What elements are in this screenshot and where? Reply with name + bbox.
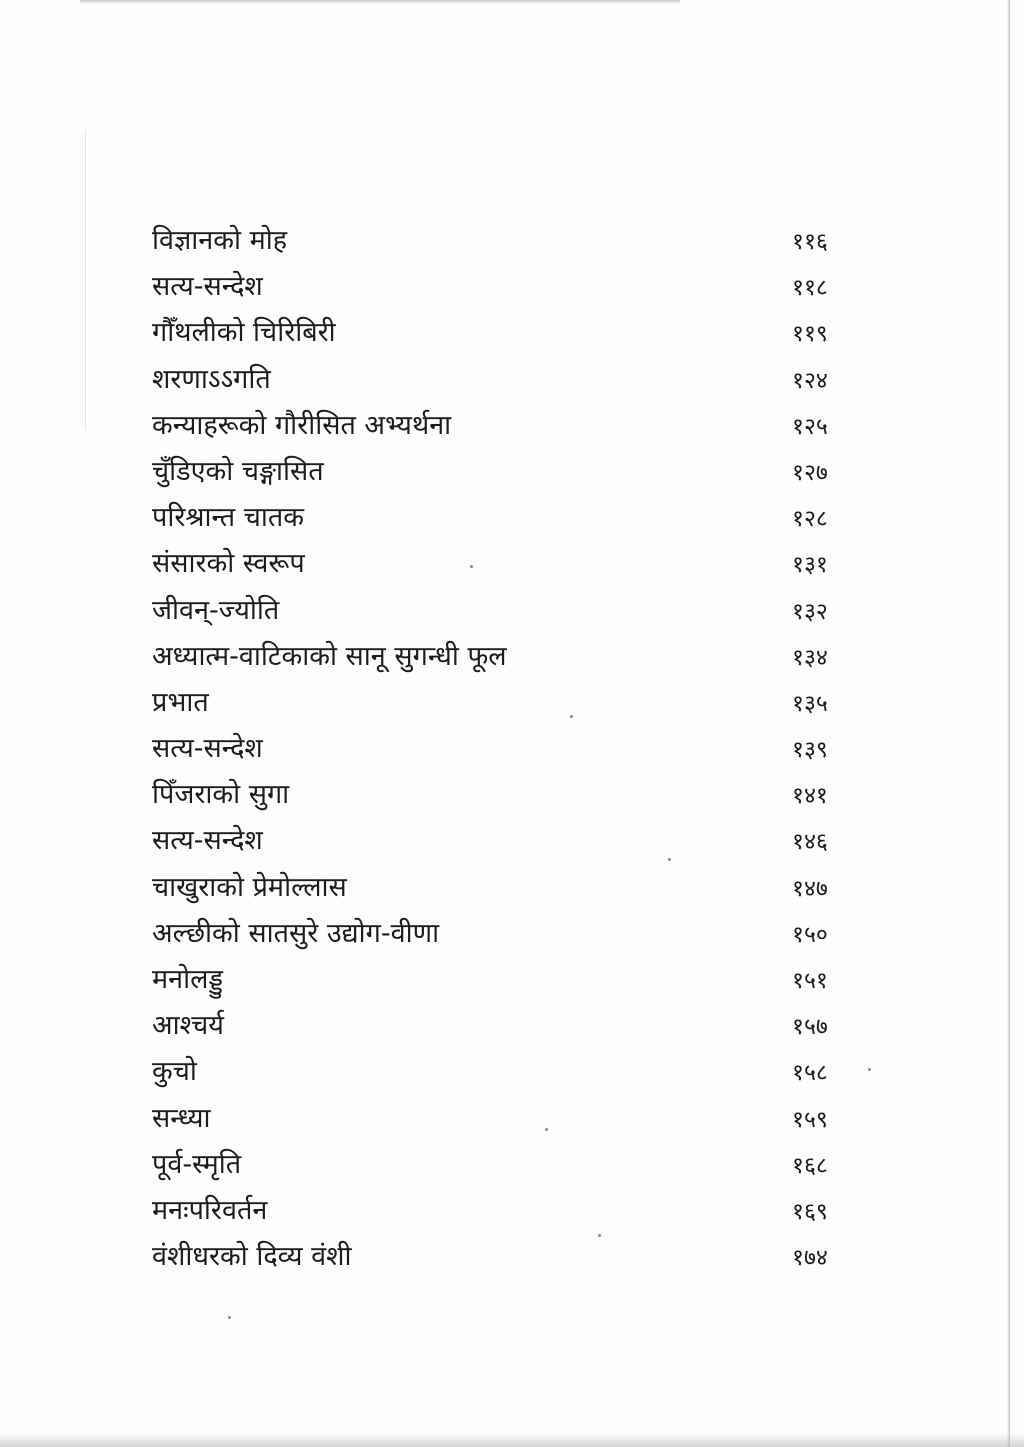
toc-page-number: १३१	[792, 552, 828, 579]
toc-row	[152, 1234, 862, 1280]
paper-speck	[228, 1316, 231, 1319]
toc-row	[152, 449, 862, 495]
toc-row	[152, 865, 862, 911]
toc-row	[152, 403, 862, 449]
toc-row	[152, 957, 862, 1003]
table-of-contents	[152, 218, 862, 1280]
toc-row	[152, 541, 862, 587]
toc-row	[152, 726, 862, 772]
toc-page-number: १५७	[792, 1014, 828, 1041]
toc-row	[152, 357, 862, 403]
toc-title: चुँडिएको चङ्गासित	[152, 455, 324, 487]
toc-page-number: १३९	[792, 737, 828, 764]
toc-title: सन्ध्या	[152, 1102, 211, 1134]
paper-speck	[570, 715, 573, 718]
toc-title: अल्छीको सातसुरे उद्योग-वीणा	[152, 917, 440, 949]
toc-page-number: ११८	[792, 275, 828, 302]
toc-row	[152, 680, 862, 726]
toc-title: संसारको स्वरूप	[152, 548, 305, 580]
toc-title: मनःपरिवर्तन	[152, 1194, 268, 1226]
toc-row	[152, 1188, 862, 1234]
toc-title: वंशीधरको दिव्य वंशी	[152, 1241, 352, 1273]
toc-row	[152, 1049, 862, 1095]
toc-page-number: १३४	[792, 644, 828, 671]
toc-page-number: १२८	[792, 506, 828, 533]
toc-page-number: १२७	[792, 459, 828, 486]
toc-row	[152, 818, 862, 864]
toc-page-number: १५८	[792, 1060, 828, 1087]
toc-row	[152, 1096, 862, 1142]
toc-page-number: १७४	[792, 1245, 828, 1272]
toc-title: गौँथलीको चिरिबिरी	[152, 317, 336, 349]
toc-title: आश्चर्य	[152, 1010, 224, 1042]
paper-speck	[598, 1234, 601, 1237]
toc-row	[152, 634, 862, 680]
paper-speck	[545, 1128, 548, 1131]
toc-page-number: ११९	[792, 321, 828, 348]
toc-title: जीवन्-ज्योति	[152, 594, 280, 626]
left-margin-mark	[85, 130, 86, 430]
toc-page-number: १२५	[792, 413, 828, 440]
toc-page-number: १४१	[792, 783, 828, 810]
toc-row	[152, 1003, 862, 1049]
toc-title: पिँजराको सुगा	[152, 779, 290, 811]
right-edge-shadow	[1007, 0, 1010, 1447]
toc-page-number: १२४	[792, 367, 828, 394]
toc-title: सत्य-सन्देश	[152, 825, 263, 857]
toc-row	[152, 495, 862, 541]
toc-title: सत्य-सन्देश	[152, 271, 263, 303]
toc-title: मनोलड्डु	[152, 964, 224, 995]
paper-speck	[868, 1068, 871, 1071]
toc-page-number: ११६	[792, 229, 828, 255]
toc-row	[152, 310, 862, 356]
toc-row	[152, 911, 862, 957]
toc-page-number: १५९	[792, 1106, 828, 1133]
paper-speck	[668, 858, 671, 861]
toc-page-number: १३२	[792, 598, 828, 625]
toc-page-number: १४६	[792, 829, 828, 856]
toc-row	[152, 588, 862, 634]
toc-row	[152, 1142, 862, 1188]
toc-page-number: १४७	[792, 875, 828, 902]
toc-page-number: १५१	[792, 968, 828, 994]
toc-title: परिश्रान्त चातक	[152, 502, 305, 534]
toc-title: कन्याहरूको गौरीसित अभ्यर्थना	[152, 409, 452, 441]
toc-title: प्रभात	[152, 686, 209, 718]
toc-title: शरणाऽऽगति	[152, 363, 271, 395]
toc-title: विज्ञानको मोह	[152, 225, 288, 256]
toc-row	[152, 772, 862, 818]
toc-row	[152, 264, 862, 310]
toc-page-number: १६८	[792, 1152, 828, 1179]
toc-page-number: १५०	[792, 921, 828, 948]
toc-title: सत्य-सन्देश	[152, 733, 263, 765]
toc-title: पूर्व-स्मृति	[152, 1148, 242, 1180]
bottom-edge-shadow	[0, 1433, 1024, 1447]
toc-title: अध्यात्म-वाटिकाको सानू सुगन्धी फूल	[152, 640, 507, 672]
toc-row	[152, 218, 862, 264]
toc-page-number: १३५	[792, 690, 828, 717]
toc-title: कुचो	[152, 1056, 197, 1088]
toc-title: चाखुराको प्रेमोल्लास	[152, 871, 347, 903]
top-edge-shadow	[80, 0, 680, 4]
toc-page-number: १६९	[792, 1198, 828, 1225]
paper-speck	[470, 565, 473, 568]
